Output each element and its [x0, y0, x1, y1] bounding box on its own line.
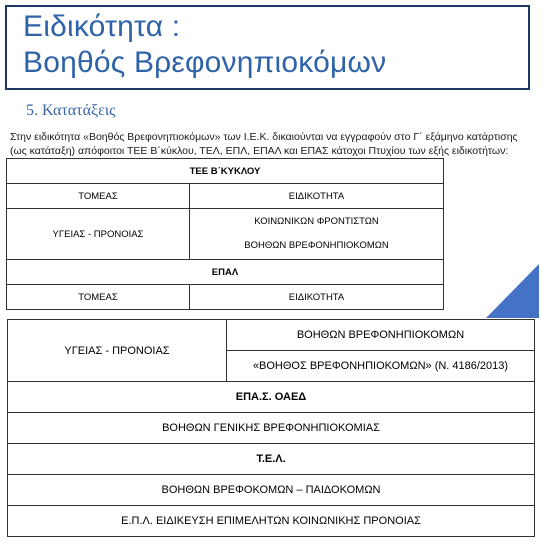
- table-row: [7, 159, 444, 184]
- tee-specialty-cell: [190, 209, 444, 260]
- tee-sector-cell: ΥΓΕΙΑΣ - ΠΡΟΝΟΙΑΣ: [7, 209, 190, 260]
- tee-header-cell: ΤΕΕ Β΄ΚΥΚΛΟΥ: [7, 159, 444, 184]
- table-row: [8, 413, 535, 444]
- table-row: [8, 320, 535, 351]
- tee-specialty-2: ΒΟΗΘΩΝ ΒΡΕΦΟΝΗΠΙΟΚΟΜΩΝ: [244, 240, 389, 251]
- title-box: [5, 5, 530, 90]
- epas-header-cell: ΕΠΑ.Σ. ΟΑΕΔ: [8, 382, 535, 413]
- epal-specialty-1: ΒΟΗΘΩΝ ΒΡΕΦΟΝΗΠΙΟΚΟΜΩΝ: [227, 320, 535, 351]
- epal-sector-cell: ΥΓΕΙΑΣ - ΠΡΟΝΟΙΑΣ: [8, 320, 227, 382]
- tee-specialty-1: ΚΟΙΝΩΝΙΚΩΝ ΦΡΟΝΤΙΣΤΩΝ: [254, 216, 379, 227]
- table-row: [8, 382, 535, 413]
- table-row: [8, 506, 535, 537]
- corner-triangle-decoration: [486, 264, 539, 318]
- table-row: [7, 209, 444, 260]
- table-tee-epal: [6, 158, 444, 310]
- epal-specialty-2: «ΒΟΗΘΟΣ ΒΡΕΦΟΝΗΠΙΟΚΟΜΩΝ» (Ν. 4186/2013): [227, 351, 535, 382]
- table-row: [8, 444, 535, 475]
- table-epal-epas-tel: [7, 319, 535, 537]
- page-title-line1: Ειδικότητα :: [23, 10, 181, 43]
- table-row: [8, 475, 535, 506]
- tel-specialty-cell: ΒΟΗΘΩΝ ΒΡΕΦΟΚΟΜΩΝ – ΠΑΙΔΟΚΟΜΩΝ: [8, 475, 535, 506]
- intro-paragraph: Στην ειδικότητα «Βοηθός Βρεφονηπιοκόμων» των Ι.Ε.Κ. δικαιούνται να εγγραφούν στο Γ΄ εξάμηνο κατάρτισης (ως κατάταξη) απόφοιτοι ΤΕΕ Β΄κύκλου, ΤΕΛ, ΕΠΛ, ΕΠΑΛ και ΕΠΑΣ κάτοχοι Πτυχίου των εξής ειδικοτήτων:: [10, 131, 518, 157]
- tel-header-cell: Τ.Ε.Λ.: [8, 444, 535, 475]
- column-header-specialty: ΕΙΔΙΚΟΤΗΤΑ: [190, 184, 444, 209]
- column-header-sector: ΤΟΜΕΑΣ: [7, 285, 190, 310]
- section-heading: 5. Κατατάξεις: [26, 102, 116, 119]
- table-row: [7, 260, 444, 285]
- table-row: [7, 184, 444, 209]
- column-header-specialty: ΕΙΔΙΚΟΤΗΤΑ: [190, 285, 444, 310]
- epas-specialty-cell: ΒΟΗΘΩΝ ΓΕΝΙΚΗΣ ΒΡΕΦΟΝΗΠΙΟΚΟΜΙΑΣ: [8, 413, 535, 444]
- table-row: [7, 285, 444, 310]
- epal-header-cell: ΕΠΑΛ: [7, 260, 444, 285]
- column-header-sector: ΤΟΜΕΑΣ: [7, 184, 190, 209]
- epl-specialty-cell: Ε.Π.Λ. ΕΙΔΙΚΕΥΣΗ ΕΠΙΜΕΛΗΤΩΝ ΚΟΙΝΩΝΙΚΗΣ ΠΡΟΝΟΙΑΣ: [8, 506, 535, 537]
- page-title-line2: Βοηθός Βρεφονηπιοκόμων: [23, 46, 387, 79]
